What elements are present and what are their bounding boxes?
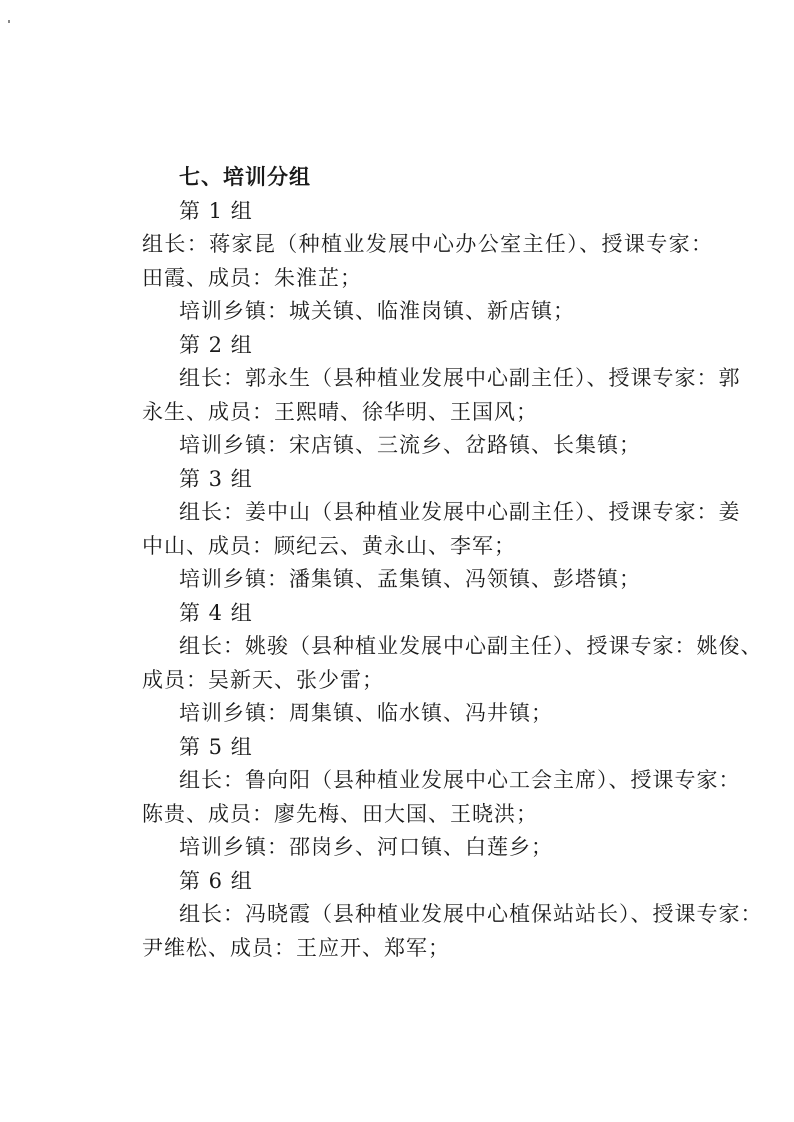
group-leader-continuation: 尹维松、成员：王应开、郑军； (142, 936, 450, 960)
group-title: 第 5 组 (179, 735, 253, 759)
section-title: 七、培训分组 (179, 165, 311, 189)
group-leader-line: 组长：姚骏（县种植业发展中心副主任）、授课专家：姚俊、 (179, 634, 763, 658)
group-title: 第 3 组 (179, 467, 253, 491)
group-title: 第 4 组 (179, 601, 253, 625)
group-leader-text: 组长：蒋家昆（种植业发展中心办公室主任）、授课专家： (142, 232, 713, 256)
group-leader-continuation: 中山、成员：顾纪云、黄永山、李军； (142, 534, 516, 558)
scan-speck (8, 20, 10, 23)
group-title: 第 6 组 (179, 869, 253, 893)
group-towns: 培训乡镇：城关镇、临淮岗镇、新店镇； (179, 299, 575, 323)
group-towns: 培训乡镇：周集镇、临水镇、冯井镇； (179, 701, 553, 725)
group-towns: 培训乡镇：邵岗乡、河口镇、白莲乡； (179, 835, 553, 859)
group-leader-continuation: 永生、成员：王熙晴、徐华明、王国风； (142, 400, 538, 424)
group-title: 第 2 组 (179, 333, 253, 357)
group-towns: 培训乡镇：潘集镇、孟集镇、冯领镇、彭塔镇； (179, 567, 641, 591)
group-leader-continuation: 成员：吴新天、张少雷； (142, 668, 384, 692)
group-leader-line: 组长：冯晓霞（县种植业发展中心植保站站长）、授课专家： (179, 902, 763, 926)
group-leader-continuation: 田霞、成员：朱淮芷； (142, 266, 362, 290)
group-towns: 培训乡镇：宋店镇、三流乡、岔路镇、长集镇； (179, 433, 641, 457)
group-leader-line: 组长：姜中山（县种植业发展中心副主任）、授课专家：姜 (179, 500, 741, 524)
group-leader-line: 组长：鲁向阳（县种植业发展中心工会主席）、授课专家： (179, 768, 741, 792)
group-leader-continuation: 陈贵、成员：廖先梅、田大国、王晓洪； (142, 802, 538, 826)
group-leader-line: 组长：郭永生（县种植业发展中心副主任）、授课专家：郭 (179, 366, 741, 390)
group-title: 第 1 组 (179, 199, 253, 223)
group-leader-line (142, 229, 713, 259)
